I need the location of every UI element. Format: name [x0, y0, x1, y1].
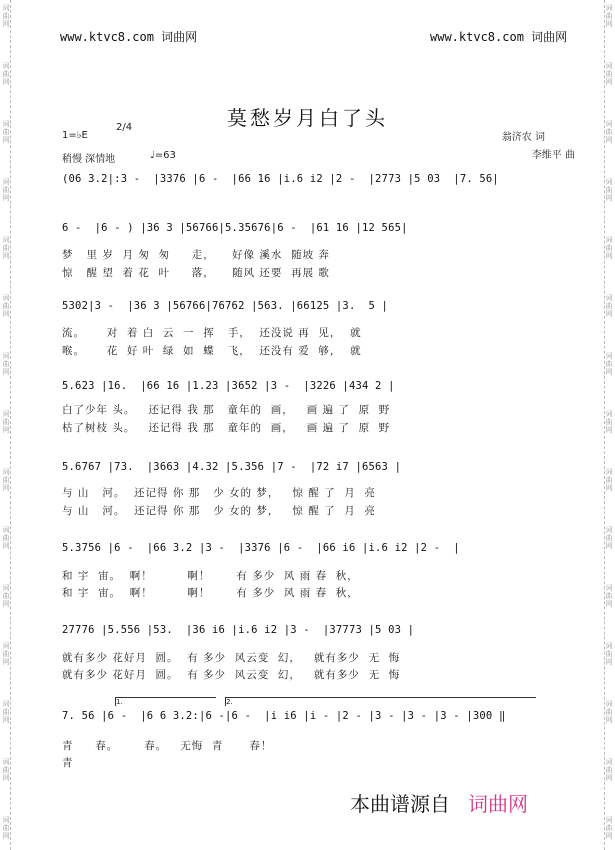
notation-line: 5.623 |16. |66 16 |1.23 |3652 |3 - |3226 |434 2 | [62, 380, 395, 392]
watermark-glyph: 词 曲 网 [605, 294, 613, 318]
watermark-glyph: 词 曲 网 [605, 178, 613, 202]
footer-source [350, 788, 528, 817]
notation-line: 5.6767 |73. |3663 |4.32 |5.356 |7 - |72 i7 |6563 | [62, 461, 402, 473]
watermark-glyph: 词 曲 网 [605, 352, 613, 376]
lyric-line: 喉。 花 好 叶 绿 如 蝶 飞， 还没有 爱 够， 就 [62, 345, 362, 357]
watermark-glyph: 词 曲 网 [605, 4, 613, 28]
watermark-glyph: 词 曲 网 [605, 584, 613, 608]
watermark-glyph: 词 曲 网 [2, 526, 10, 550]
watermark-glyph: 词 曲 网 [2, 468, 10, 492]
lyricist-credit: 翁济农 词 [501, 132, 545, 143]
watermark-glyph: 词 曲 网 [2, 4, 10, 28]
lyric-line: 惊 醒 望 着 花 叶 落， 随风 还要 再展 歌 [62, 267, 330, 279]
watermark-glyph: 词 曲 网 [2, 62, 10, 86]
watermark-glyph: 词 曲 网 [2, 758, 10, 782]
lyric-line: 与 山 河。 还记得 你 那 少 女的 梦， 惊 醒 了 月 亮 [62, 505, 376, 517]
watermark-glyph: 词 曲 网 [2, 700, 10, 724]
lyric-line: 青 春。 春。 无悔 青 春！ [62, 740, 273, 752]
lyric-line: 就有多少 花好月 圆。 有 多少 风云变 幻， 就有多少 无 悔 [62, 652, 401, 664]
lyric-line: 梦 里 岁 月 匆 匆 走， 好像 溪水 随坡 奔 [62, 249, 330, 261]
watermark-glyph: 词 曲 网 [605, 816, 613, 840]
watermark-glyph: 词 曲 网 [605, 120, 613, 144]
lyric-line: 和 宇 宙。 啊！ 啊！ 有 多少 风 雨 春 秋， [62, 570, 359, 582]
watermark-glyph: 词 曲 网 [2, 178, 10, 202]
watermark-glyph: 词 曲 网 [605, 62, 613, 86]
lyric-line: 就有多少 花好月 圆。 有 多少 风云变 幻， 就有多少 无 悔 [62, 669, 401, 681]
lyric-line: 白了少年 头。 还记得 我 那 童年的 画， 画 遍 了 原 野 [62, 404, 391, 416]
notation-line: 27776 |5.556 |53. |36 i6 |i.6 i2 |3 - |37773 |5 03 | [62, 624, 415, 636]
source-url-right[interactable]: www.ktvc8.com 词曲网 [430, 30, 568, 44]
key-signature: 1=♭E [62, 130, 88, 141]
watermark-glyph: 词 曲 网 [2, 584, 10, 608]
watermark-glyph: 词 曲 网 [605, 526, 613, 550]
first-ending-bracket: 1. [115, 697, 216, 706]
watermark-glyph: 词 曲 网 [605, 642, 613, 666]
watermark-glyph: 词 曲 网 [605, 236, 613, 260]
watermark-glyph: 词 曲 网 [2, 642, 10, 666]
second-ending-bracket: 2. [225, 697, 536, 706]
watermark-glyph: 词 曲 网 [2, 352, 10, 376]
source-url-left[interactable]: www.ktvc8.com 词曲网 [60, 30, 198, 44]
metronome-marking: ♩=63 [150, 150, 176, 161]
lyric-line: 枯了树枝 头。 还记得 我 那 童年的 画， 画 遍 了 原 野 [62, 422, 391, 434]
notation-line: 5302|3 - |36 3 |56766|76762 |563. |66125 |3. 5 | [62, 300, 389, 312]
lyric-line: 与 山 河。 还记得 你 那 少 女的 梦， 惊 醒 了 月 亮 [62, 487, 376, 499]
song-title: 莫愁岁月白了头 [227, 106, 388, 130]
notation-line: 7. 56 |6 - |6 6 3.2:|6 -|6 - |i i6 |i - |2 - |3 - |3 - |3 - |300 ‖ [62, 710, 506, 722]
watermark-glyph: 词 曲 网 [605, 758, 613, 782]
lyric-line: 青 [62, 757, 74, 769]
watermark-glyph: 词 曲 网 [605, 700, 613, 724]
watermark-glyph: 词 曲 网 [2, 816, 10, 840]
time-signature: 2/4 [116, 122, 133, 133]
notation-line: 5.3756 |6 - |66 3.2 |3 - |3376 |6 - |66 i6 |i.6 i2 |2 - | [62, 542, 460, 554]
watermark-glyph: 词 曲 网 [2, 120, 10, 144]
footer-brand-link[interactable]: 词曲网 [468, 792, 528, 816]
notation-line: 6 - |6 - ) |36 3 |56766|5.35676|6 - |61 16 |12 565| [62, 222, 408, 234]
watermark-glyph: 词 曲 网 [2, 236, 10, 260]
watermark-glyph: 词 曲 网 [2, 410, 10, 434]
watermark-glyph: 词 曲 网 [2, 294, 10, 318]
composer-credit: 李维平 曲 [531, 150, 575, 161]
lyric-line: 和 宇 宙。 啊！ 啊！ 有 多少 风 雨 春 秋， [62, 587, 359, 599]
watermark-glyph: 词 曲 网 [605, 410, 613, 434]
notation-line: (06 3.2|:3 - |3376 |6 - |66 16 |i.6 i2 |2 - |2773 |5 03 |7. 56| [62, 173, 499, 185]
tempo-marking: 稍慢 深情地 [62, 154, 116, 165]
lyric-line: 流。 对 着 白 云 一 挥 手， 还没说 再 见， 就 [62, 327, 362, 339]
watermark-glyph: 词 曲 网 [605, 468, 613, 492]
footer-source-text: 本曲谱源自 [350, 792, 450, 816]
